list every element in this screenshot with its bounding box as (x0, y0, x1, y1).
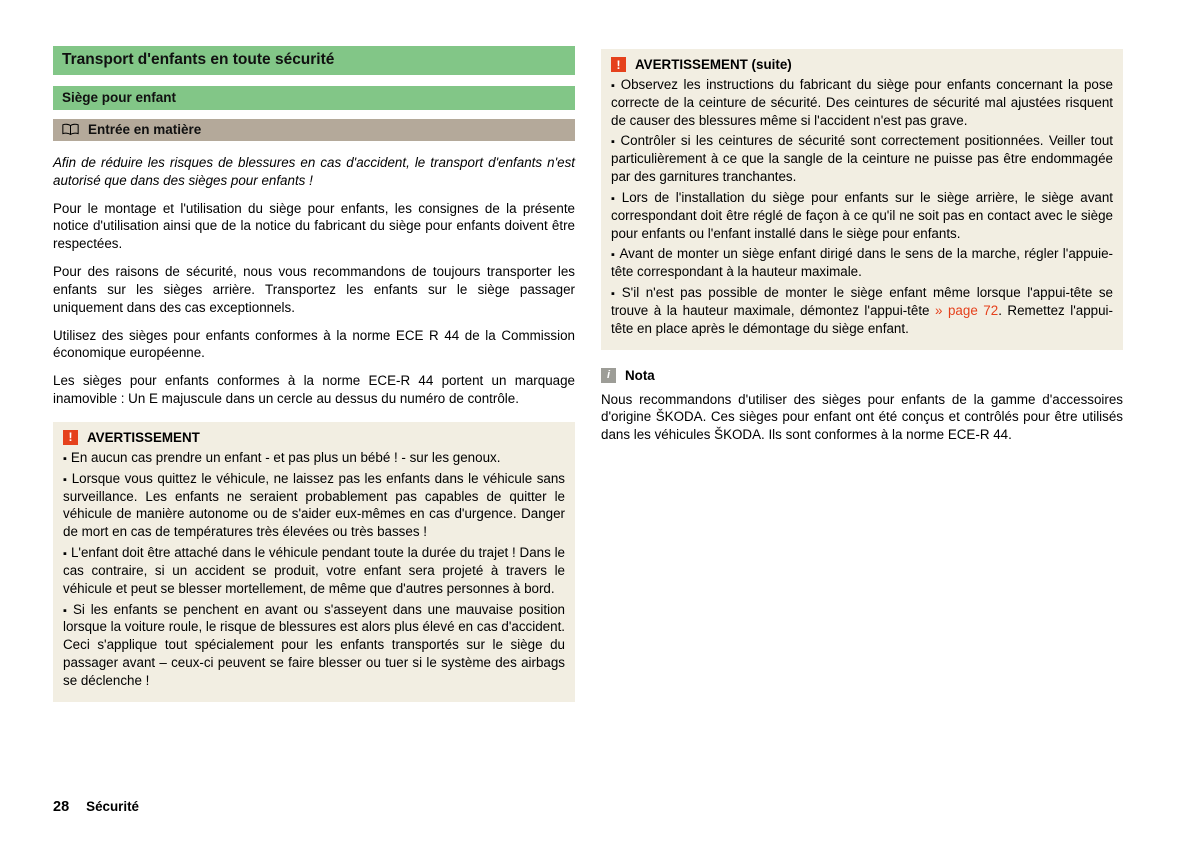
warning-item (611, 245, 1113, 281)
warning-header (611, 57, 1113, 72)
warning-icon (611, 57, 626, 72)
warning-icon-glyph: ! (68, 430, 73, 445)
bullet-icon: ▪ (611, 192, 618, 205)
page-number: 28 (53, 799, 70, 815)
warning-icon-glyph: ! (616, 57, 621, 72)
warning-box (53, 422, 575, 702)
footer-section-label: Sécurité (86, 799, 139, 814)
warning-box-continued (601, 49, 1123, 350)
warning-item-text: L'enfant doit être attaché dans le véhicule pendant toute la durée du trajet ! Dans le cas contraire, si un accident se produit, votre enfant sera projeté à travers le véhicule et peut se blesser mortellement, de même que d'autres personnes à bord. (63, 545, 566, 596)
bullet-icon: ▪ (611, 80, 617, 92)
section-title-bar (53, 46, 575, 75)
warning-item (611, 76, 1113, 129)
info-icon (601, 368, 616, 383)
warning-item-text: Si les enfants se penchent en avant ou s'asseyent dans une mauvaise position lorsque la voiture roule, le risque de blessures est alors plus élevé en cas d'accident. Ceci s'applique tout spécialement pour les enfants transportés sur le siège du passager avant – ceux-ci peuvent se faire blesser ou tuer si le système des airbags se déclenche ! (63, 601, 566, 688)
warning-item (611, 132, 1113, 185)
warning-icon (63, 430, 78, 445)
bullet-icon: ▪ (611, 249, 616, 262)
warning-title: AVERTISSEMENT (suite) (635, 57, 792, 72)
info-icon-glyph: i (606, 368, 611, 381)
bullet-icon: ▪ (63, 473, 68, 486)
warning-item-text: Lorsque vous quittez le véhicule, ne laissez pas les enfants dans le véhicule sans surveillance. Les enfants ne seraient probablement pas capables de quitter le véhicule de manière autonome ou de s'aider eux-mêmes en cas d'urgence. Danger de mort en cas de températures très élevées ou très basses ! (63, 470, 565, 540)
intro-header-bar (53, 119, 575, 141)
warning-item-text: . Remettez l'appui-tête en place après le démontage du siège enfant. (611, 302, 1113, 336)
nota-title: Nota (625, 367, 655, 383)
warning-item (63, 449, 565, 467)
warning-item-text: S'il n'est pas possible de monter le siège enfant même lorsque l'appui-tête se trouve à la hauteur maximale, démontez l'appui-tête (611, 285, 1113, 318)
warning-item-text: En aucun cas prendre un enfant - et pas plus un bébé ! - sur les genoux. (70, 449, 501, 465)
warning-item (63, 544, 565, 597)
warning-item-text: Avant de monter un siège enfant dirigé dans le sens de la marche, régler l'appuie-tête correspondant à la hauteur maximale. (611, 246, 1113, 280)
subsection-title: Siège pour enfant (62, 90, 177, 105)
subsection-title-bar (53, 86, 575, 110)
warning-item-with-link (611, 284, 1113, 337)
warning-title: AVERTISSEMENT (87, 429, 200, 445)
bullet-icon: ▪ (63, 604, 69, 617)
left-column (53, 35, 575, 702)
warning-header (63, 430, 565, 445)
two-column-layout (53, 35, 1138, 702)
page-72-link[interactable]: » page 72 (935, 302, 999, 318)
body-paragraph: Utilisez des sièges pour enfants conformes à la norme ECE R 44 de la Commission économique européenne. (53, 327, 575, 361)
right-column (601, 35, 1123, 444)
page-footer (53, 799, 139, 815)
nota-header (601, 368, 1123, 383)
bullet-icon: ▪ (63, 452, 67, 465)
bullet-icon: ▪ (63, 548, 67, 561)
warning-item-text: Contrôler si les ceintures de sécurité sont correctement positionnées. Veiller tout particulièrement à ce que la sangle de la ceinture ne puisse pas être endommagée par des garnitures tranchantes. (611, 133, 1113, 185)
bullet-icon: ▪ (611, 136, 617, 149)
section-title: Transport d'enfants en toute sécurité (62, 51, 335, 68)
bullet-icon: ▪ (611, 288, 618, 301)
body-paragraph: Pour le montage et l'utilisation du siège pour enfants, les consignes de la présente notice d'utilisation ainsi que de la notice du fabricant du siège pour enfants doivent être respectées. (53, 200, 575, 252)
warning-item (63, 470, 565, 541)
warning-item-text: Lors de l'installation du siège pour enfants sur le siège arrière, le siège avant correspondant doit être réglé de façon à ce qu'il ne soit pas en contact avec le siège pour enfants ou l'enfant installé dans le siège pour enfants. (611, 189, 1114, 241)
warning-item (63, 601, 565, 690)
body-paragraph: Pour des raisons de sécurité, nous vous recommandons de toujours transporter les enfants sur les sièges arrière. Transportez les enfants sur le siège passager uniquement dans des cas exceptionnels. (53, 264, 575, 315)
lead-paragraph: Afin de réduire les risques de blessures en cas d'accident, le transport d'enfants n'est autorisé que dans des sièges pour enfants ! (53, 155, 575, 188)
nota-paragraph: Nous recommandons d'utiliser des sièges pour enfants de la gamme d'accessoires d'origine ŠKODA. Ces sièges pour enfant ont été conçus et contrôlés pour être utilisés dans les véhicules ŠKODA. Ils sont conformes à la norme ECE-R 44. (601, 391, 1123, 443)
open-book-icon (62, 123, 79, 136)
warning-item (611, 189, 1113, 242)
warning-item-text: Observez les instructions du fabricant du siège pour enfants concernant la pose correcte de la ceinture de sécurité. Des ceintures de sécurité mal ajustées risquent de causer des blessures même si l'accident n'est pas grave. (611, 77, 1113, 128)
body-paragraph: Les sièges pour enfants conformes à la norme ECE-R 44 portent un marquage inamovible : Un E majuscule dans un cercle au dessus du numéro de contrôle. (53, 373, 575, 407)
intro-header-label: Entrée en matière (88, 122, 202, 137)
